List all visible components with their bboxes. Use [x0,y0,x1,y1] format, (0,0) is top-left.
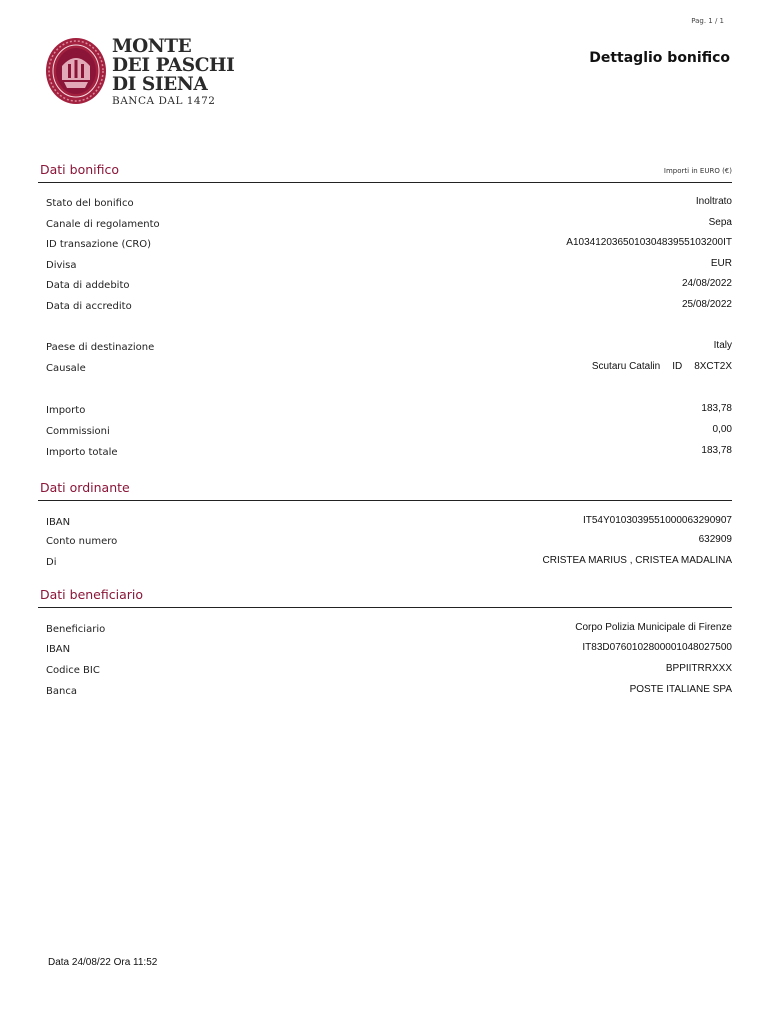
row-label: Beneficiario [46,624,106,635]
section-dati-beneficiario [38,587,732,608]
row-label: Banca [46,686,77,697]
section-title: Dati ordinante [40,480,130,495]
detail-row-addebito [46,280,732,296]
row-value: 24/08/2022 [681,278,732,289]
causale-value [580,361,732,372]
row-label: Causale [46,363,86,374]
section-title: Dati bonifico [40,162,120,177]
row-value: Italy [713,340,732,351]
bank-seal-icon [44,36,108,106]
detail-row-importo-totale [46,447,732,463]
detail-row-iban-beneficiario [46,644,732,660]
document-title: Dettaglio bonifico [589,50,730,66]
brand-line: MONTE [112,36,192,57]
detail-row-importo [46,405,732,421]
row-label: Conto numero [46,536,118,547]
detail-row-di [46,557,732,573]
detail-row-banca [46,686,732,702]
detail-row-cro [46,239,732,255]
row-value: Sepa [708,217,732,228]
row-value: IT83D0760102800001048027500 [582,642,732,653]
brand-subtitle: BANCA DAL 1472 [112,95,216,107]
bank-logo [44,36,254,108]
row-label: Importo totale [46,447,118,458]
row-label: Data di accredito [46,301,132,312]
section-dati-bonifico [38,162,732,183]
row-label: IBAN [46,517,71,528]
row-label: Codice BIC [46,665,100,676]
detail-row-canale [46,219,732,235]
causale-part: Scutaru Catalin [591,361,661,372]
row-value: 183,78 [701,445,732,456]
causale-part: ID [672,361,683,372]
brand-name [112,37,234,107]
detail-row-stato [46,198,732,214]
causale-part: 8XCT2X [694,361,732,372]
page-number: Pag. 1 / 1 [691,17,724,25]
detail-row-conto [46,536,732,552]
detail-row-paese [46,342,732,358]
section-dati-ordinante [38,480,732,501]
row-value: POSTE ITALIANE SPA [629,684,732,695]
row-value: 632909 [698,534,732,545]
row-value: CRISTEA MARIUS , CRISTEA MADALINA [542,555,732,566]
row-value: 183,78 [701,403,732,414]
detail-row-divisa [46,260,732,276]
row-label: ID transazione (CRO) [46,239,152,250]
detail-row-beneficiario [46,624,732,640]
row-label: Data di addebito [46,280,130,291]
detail-row-iban-ordinante [46,517,732,533]
row-label: Commissioni [46,426,110,437]
row-label: Paese di destinazione [46,342,155,353]
brand-line: DEI PASCHI [112,55,235,76]
row-value: A103412036501030483955103200IT [566,237,732,248]
row-label: IBAN [46,644,71,655]
row-label: Di [46,557,57,568]
row-value: 0,00 [712,424,732,435]
row-label: Canale di regolamento [46,219,160,230]
row-value: 25/08/2022 [681,299,732,310]
row-value: EUR [710,258,732,269]
detail-row-commissioni [46,426,732,442]
brand-line: DI SIENA [112,74,208,95]
row-label: Divisa [46,260,77,271]
currency-note: Importi in EURO (€) [663,167,732,175]
row-label: Stato del bonifico [46,198,134,209]
row-value: Inoltrato [695,196,732,207]
section-title: Dati beneficiario [40,587,144,602]
detail-row-accredito [46,301,732,317]
row-value: IT54Y0103039551000063290907 [582,515,732,526]
detail-row-causale [46,363,732,379]
row-label: Importo [46,405,86,416]
row-value: BPPIITRRXXX [665,663,732,674]
detail-row-bic [46,665,732,681]
footer-timestamp: Data 24/08/22 Ora 11:52 [48,957,158,968]
row-value: Corpo Polizia Municipale di Firenze [575,622,732,633]
